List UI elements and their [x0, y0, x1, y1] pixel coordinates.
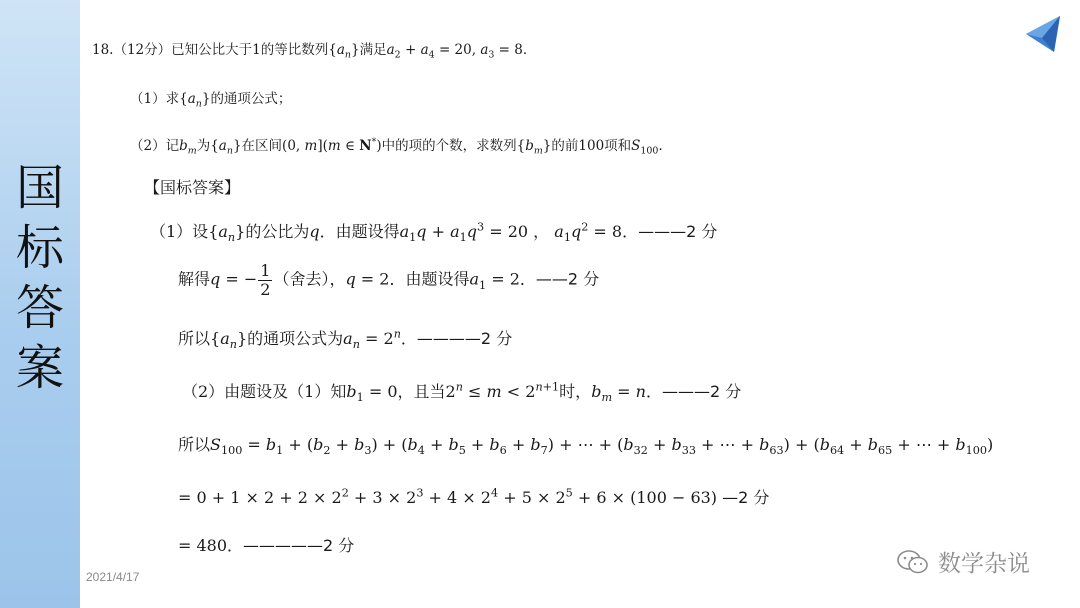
- answer-line-2: 解得q = − $\frac{1}{2}$ （舍去），q = 2．由题设得$a_1 = 2$．——2 分: [178, 261, 600, 299]
- problem-stem: 18.（12分）已知公比大于1的等比数列$\{a_n\}$满足$a_2 + a_4 = 20$, $a_3 = 8$．: [92, 42, 537, 61]
- problem-part-1: （1）求$\{a_n\}$的通项公式；: [130, 91, 292, 110]
- sidebar-title-char: 答: [15, 280, 64, 336]
- sidebar: [0, 0, 80, 608]
- sidebar-title: [0, 158, 80, 398]
- answer-line-4: （2）由题设及（1）知$b_1 = 0$，且当$2^n \le m < 2^{n+1}$时，$b_m = n$．———2 分: [182, 380, 742, 405]
- answer-line-5: 所以$S_{100} = b_1 + (b_2 + b_3) + (b_4 + b_5 + b_6 + b_7)$ + ⋯ + ($b_{32} + b_{33}$ + ⋯ + $b_{63}) + (b_{64} + b_{65}$ + ⋯ + $b_{100}$): [178, 435, 994, 458]
- watermark-text: 数学杂说: [938, 551, 1030, 577]
- fraction-one-half: $\frac{1}{2}$: [260, 261, 271, 299]
- problem-part-2: （2）记$b_m$为$\{a_n\}$在区间(0, m](m ∈ N*)中的项的个数，求数列$\{b_m\}$的前100项和$S_{100}$．: [130, 136, 672, 157]
- watermark: [896, 545, 1030, 578]
- answer-line-3: 所以$\{a_n\}$的通项公式为$a_n = 2^n$．————2 分: [178, 327, 513, 352]
- sidebar-title-char: 国: [15, 160, 64, 216]
- wechat-icon: [896, 549, 930, 575]
- paper-plane-logo-icon: [1024, 14, 1062, 54]
- sidebar-title-char: 标: [15, 220, 64, 276]
- sidebar-title-char: 案: [15, 340, 64, 396]
- answer-line-1: （1）设$\{a_n\}$的公比为q．由题设得$a_1q + a_1q^3 = 20$ ， $a_1q^2 = 8$．———2 分: [150, 220, 718, 245]
- answer-line-7: = 480．—————2 分: [178, 536, 355, 555]
- answer-line-6: = $0 + 1 \times 2 + 2 \times 2^2 + 3 \times 2^3 + 4 \times 2^4 + 5 \times 2^5 + 6 \times (100 - 63)$ —2 分: [178, 486, 770, 507]
- slide-date: 2021/4/17: [86, 570, 140, 584]
- answer-heading: 【国标答案】: [144, 178, 241, 197]
